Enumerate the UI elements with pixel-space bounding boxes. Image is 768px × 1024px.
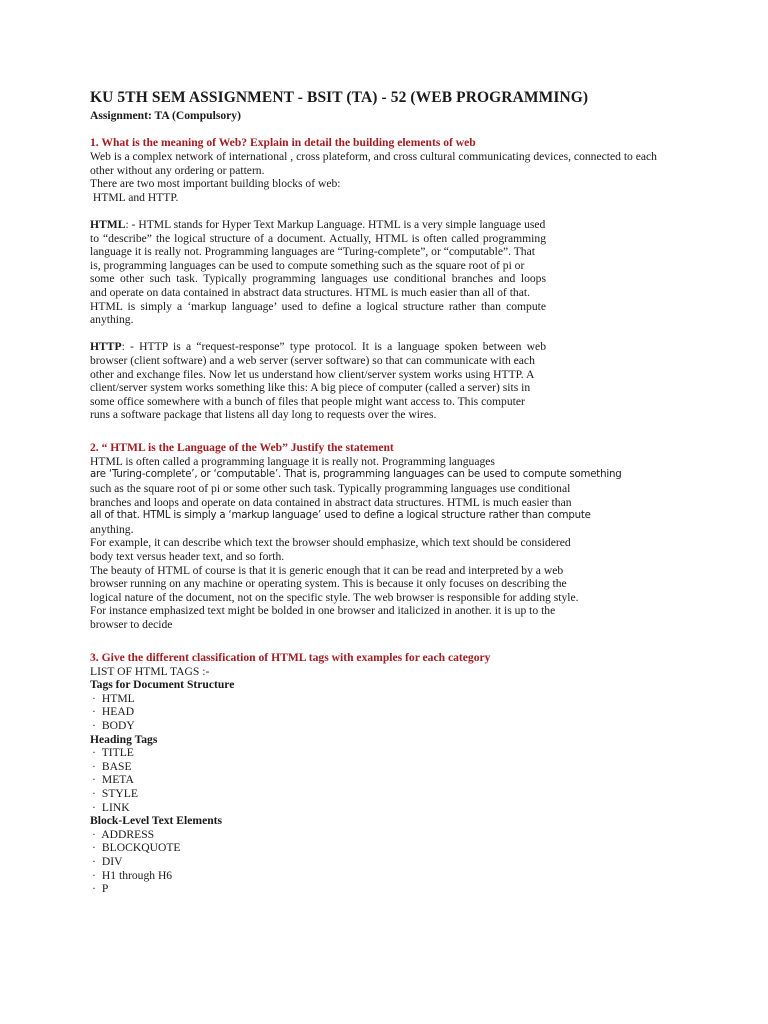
bullet-icon: · [92,786,96,800]
q2-line: body text versus header text, and so forth. [90,550,285,564]
q1-html-line: HTML is simply a ‘markup language’ used to define a logical structure rather than compute [90,299,546,313]
bullet-icon: · [92,691,96,705]
q1-http-line [90,340,546,354]
q2-line: such as the square root of pi or some other such task. Typically programming languages use conditional [90,482,571,496]
q1-http-line: client/server system works something like this: A big piece of computer (called a server) sits in [90,381,531,395]
list-item: · STYLE [92,786,138,800]
q2-line: For example, it can describe which text the browser should emphasize, which text should be considered [90,536,571,550]
q2-line: For instance emphasized text might be bolded in one browser and italicized in another. it is up to the [90,604,556,618]
list-item: · TITLE [92,746,134,760]
bullet-icon: · [92,854,96,868]
bullet-icon: · [92,827,96,841]
q1-intro [90,150,730,204]
q1-html-line: some other such task. Typically programming languages use conditional branches and loops [90,272,546,286]
category-document-structure: Tags for Document Structure [90,678,235,692]
q2-line: logical nature of the document, not on the specific style. The web browser is responsible for adding style. [90,590,579,604]
q1-html-line: anything. [90,313,134,327]
q1-http-line: some office somewhere with a bunch of files that people might want access to. This computer [90,394,525,408]
q1-html-line: is, programming languages can be used to compute something such as the square root of pi or [90,258,525,272]
bullet-icon: · [92,882,96,896]
list-item: · P [92,882,109,896]
list-item: · HTML [92,691,135,705]
q1-http-line: browser (client software) and a web server (server software) so that can communicate with each [90,353,535,367]
q1-html-line-text: : - HTML stands for Hyper Text Markup Language. HTML is a very simple language used [125,217,546,231]
q1-html-line: language it is really not. Programming languages are “Turing-complete”, or “computable”. That [90,245,535,259]
question-2: 2. “ HTML is the Language of the Web” Justify the statement [90,440,394,454]
bullet-icon: · [92,800,96,814]
list-item: · DIV [92,854,123,868]
tag-list-title: LIST OF HTML TAGS :- [90,664,210,678]
q2-line: HTML is often called a programming language it is really not. Programming languages [90,454,495,468]
bullet-icon: · [92,773,96,787]
list-item: · HEAD [92,705,135,719]
q2-line: branches and loops and operate on data contained in abstract data structures. HTML is much easier than [90,495,572,509]
bullet-icon: · [92,868,96,882]
q2-line: are ‘Turing-complete’, or ‘computable’. That is, programming languages can be used to compute something [90,469,622,481]
q2-line: The beauty of HTML of course is that it is generic enough that it can be read and interpreted by a web [90,563,564,577]
list-item: · BODY [92,718,135,732]
q1-intro-line: There are two most important building blocks of web: [90,177,341,191]
document-title: KU 5TH SEM ASSIGNMENT - BSIT (TA) - 52 (WEB PROGRAMMING) [90,89,589,106]
html-term: HTML [90,217,126,231]
question-1: 1. What is the meaning of Web? Explain in detail the building elements of web [90,136,476,149]
q1-html-line: to “describe” the logical structure of a document. Actually, HTML is often called programming [90,231,546,245]
q2-line: anything. [90,522,134,536]
q1-html-line [90,218,730,232]
document-page [90,88,730,896]
q2-paragraph [90,455,730,632]
category-list [90,746,730,814]
q1-http-line: runs a software package that listens all day long to requests over the wires. [90,408,437,422]
category-block-level-text: Block-Level Text Elements [90,814,223,828]
bullet-icon: · [92,718,96,732]
q1-intro-line: Web is a complex network of international , cross plateform, and cross cultural communicating devices, connected to each [90,150,657,163]
q2-line: browser to decide [90,618,173,631]
q1-intro-line: other without any ordering or pattern. [90,163,265,177]
q1-html-paragraph [90,218,730,327]
list-item: · H1 through H6 [92,868,173,882]
list-item: · BLOCKQUOTE [92,841,181,855]
list-item: · ADDRESS [92,827,155,841]
category-list [90,692,730,733]
q1-intro-line: HTML and HTTP. [90,190,179,204]
q1-http-line-text: : - HTTP is a “request-response” type protocol. It is a language spoken between web [121,340,546,354]
category-list [90,828,730,896]
q1-http-paragraph [90,340,730,422]
category-heading-tags: Heading Tags [90,732,158,746]
q1-html-line: and operate on data contained in abstract data structures. HTML is much easier than all of that. [90,285,530,299]
bullet-icon: · [92,705,96,719]
bullet-icon: · [92,759,96,773]
bullet-icon: · [92,746,96,760]
assignment-subtitle: Assignment: TA (Compulsory) [90,109,241,122]
bullet-icon: · [92,841,96,855]
list-item: · LINK [92,800,130,814]
question-3: 3. Give the different classification of HTML tags with examples for each category [90,650,491,664]
list-item: · BASE [92,759,132,773]
list-item: · META [92,773,134,787]
http-term: HTTP [90,340,122,354]
q2-line: all of that. HTML is simply a ‘markup language’ used to define a logical structure rather than compute [90,510,591,522]
q1-http-line: other and exchange files. Now let us understand how client/server system works using HTTP. A [90,367,535,381]
q2-line: browser running on any machine or operating system. This is because it only focuses on describing the [90,577,567,591]
